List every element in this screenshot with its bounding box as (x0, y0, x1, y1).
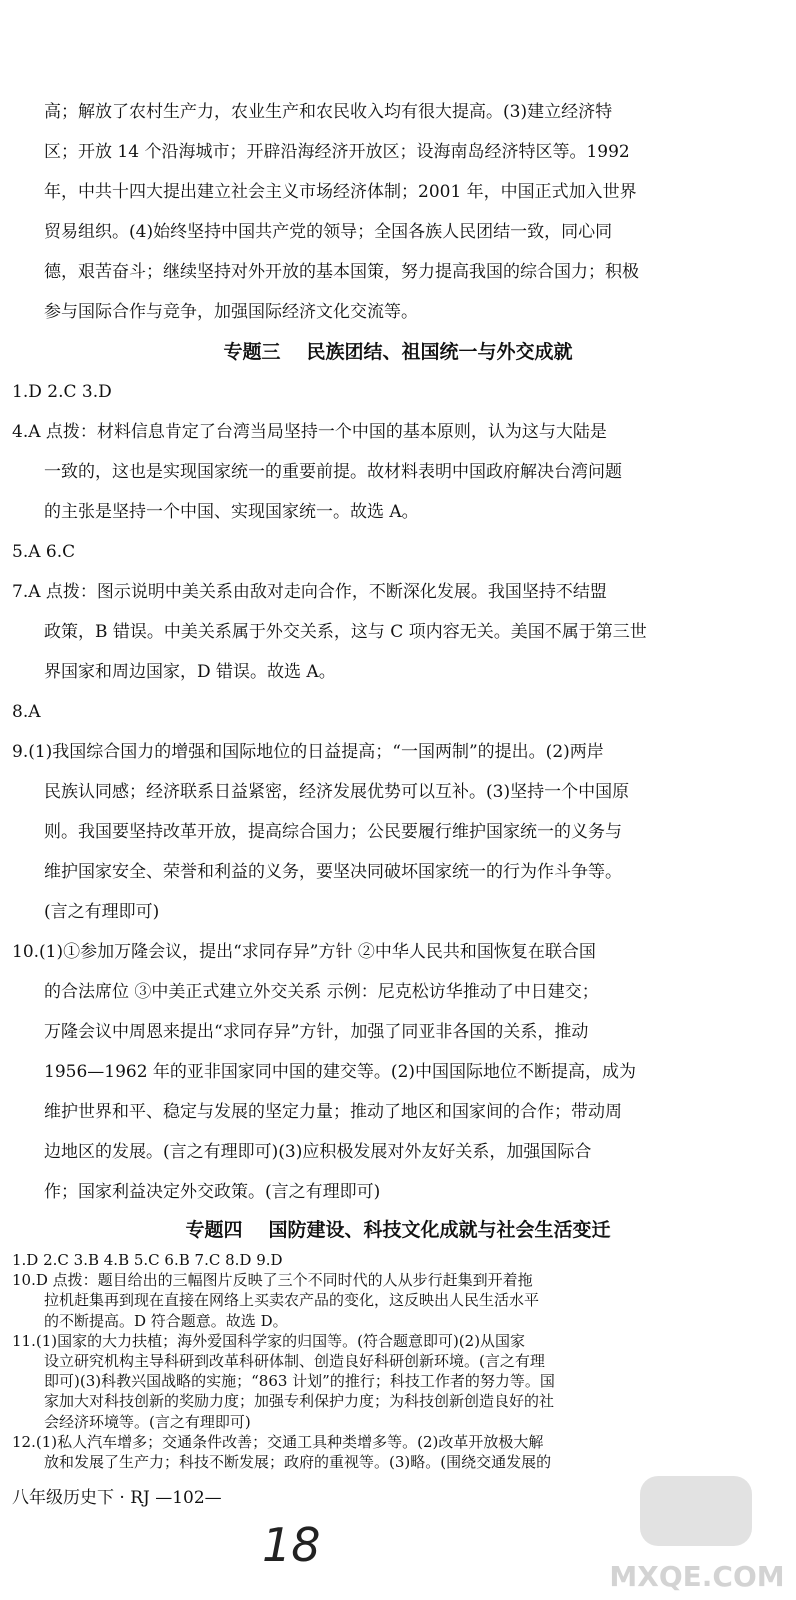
watermark-url: MXQE.COM (609, 1560, 785, 1593)
text-line: 参与国际合作与竞争，加强国际经济文化交流等。 (44, 302, 418, 322)
answer-line: 的主张是坚持一个中国、实现国家统一。故选 A。 (44, 502, 419, 522)
section-heading (0, 1210, 796, 1250)
answer-line: 设立研究机构主导科研到改革科研体制、创造良好科研创新环境。(言之有理 (44, 1352, 545, 1370)
answer-line: 一致的，这也是实现国家统一的重要前提。故材料表明中国政府解决台湾问题 (44, 462, 622, 482)
answer-line: 11.(1)国家的大力扶植；海外爱国科学家的归国等。(符合题意即可)(2)从国家 (12, 1331, 526, 1350)
section-title: 民族团结、祖国统一与外交成就 (306, 341, 573, 363)
section-heading (0, 332, 796, 372)
answer-line: 12.(1)私人汽车增多；交通条件改善；交通工具种类增多等。(2)改革开放极大解 (12, 1432, 544, 1451)
section-label: 专题四 (185, 1219, 243, 1241)
text-line: 高；解放了农村生产力，农业生产和农民收入均有很大提高。(3)建立经济特 (44, 102, 613, 122)
answer-line: 5.A 6.C (12, 542, 76, 562)
answer-line: 拉机赶集再到现在直接在网络上买卖农产品的变化，这反映出人民生活水平 (44, 1291, 540, 1310)
answer-line: 会经济环境等。(言之有理即可) (44, 1412, 251, 1431)
watermark-logo (604, 1470, 790, 1594)
answer-line: 维护国家安全、荣誉和利益的义务，要坚决同破坏国家统一的行为作斗争等。 (44, 862, 622, 882)
answer-line: 8.A (12, 702, 41, 722)
answer-line: 1.D 2.C 3.D (12, 382, 112, 402)
text-line: 年，中共十四大提出建立社会主义市场经济体制；2001 年，中国正式加入世界 (44, 182, 637, 202)
page-footer: 八年级历史下 · RJ —102— (12, 1488, 222, 1508)
answer-line: 1956—1962 年的亚非国家同中国的建交等。(2)中国国际地位不断提高，成为 (44, 1062, 637, 1082)
answer-line: 作；国家利益决定外交政策。(言之有理即可) (44, 1182, 381, 1202)
answer-line: 10.D 点拨：题目给出的三幅图片反映了三个不同时代的人从步行赶集到开着拖 (12, 1271, 533, 1290)
text-line: 区；开放 14 个沿海城市；开辟沿海经济开放区；设海南岛经济特区等。1992 (44, 142, 630, 162)
answer-line: 即可)(3)科教兴国战略的实施；“863 计划”的推行；科技工作者的努力等。国 (44, 1372, 555, 1391)
answer-line: 1.D 2.C 3.B 4.B 5.C 6.B 7.C 8.D 9.D (12, 1251, 283, 1269)
section-title: 国防建设、科技文化成就与社会生活变迁 (268, 1219, 611, 1241)
answer-line: 政策，B 错误。中美关系属于外交关系，这与 C 项内容无关。美国不属于第三世 (44, 622, 647, 642)
answer-line: 的不断提高。D 符合题意。故选 D。 (44, 1311, 288, 1330)
answer-line: 界国家和周边国家，D 错误。故选 A。 (44, 662, 336, 682)
answer-line: (言之有理即可) (44, 902, 160, 922)
answer-line: 民族认同感；经济联系日益紧密，经济发展优势可以互补。(3)坚持一个中国原 (44, 782, 630, 802)
watermark-graphic (604, 1470, 790, 1594)
answer-line: 4.A 点拨：材料信息肯定了台湾当局坚持一个中国的基本原则，认为这与大陆是 (12, 422, 607, 442)
answer-line: 万隆会议中周恩来提出“求同存异”方针，加强了同亚非各国的关系，推动 (44, 1022, 589, 1042)
handwritten-page-number: 18 (262, 1518, 321, 1572)
section-label: 专题三 (223, 341, 281, 363)
answer-line: 家加大对科技创新的奖励力度；加强专利保护力度；为科技创新创造良好的社 (44, 1392, 555, 1411)
text-line: 德，艰苦奋斗；继续坚持对外开放的基本国策，努力提高我国的综合国力；积极 (44, 262, 639, 282)
answer-line: 的合法席位 ③中美正式建立外交关系 示例：尼克松访华推动了中日建交； (44, 982, 599, 1002)
answer-line: 则。我国要坚持改革开放，提高综合国力；公民要履行维护国家统一的义务与 (44, 822, 622, 842)
answer-line: 边地区的发展。(言之有理即可)(3)应积极发展对外友好关系，加强国际合 (44, 1142, 592, 1162)
answer-line: 9.(1)我国综合国力的增强和国际地位的日益提高；“一国两制”的提出。(2)两岸 (12, 742, 604, 762)
answer-line: 放和发展了生产力；科技不断发展；政府的重视等。(3)略。(围绕交通发展的 (44, 1453, 552, 1471)
answer-line: 7.A 点拨：图示说明中美关系由敌对走向合作，不断深化发展。我国坚持不结盟 (12, 582, 607, 602)
text-line: 贸易组织。(4)始终坚持中国共产党的领导；全国各族人民团结一致，同心同 (44, 222, 613, 242)
answer-line: 10.(1)①参加万隆会议，提出“求同存异”方针 ②中华人民共和国恢复在联合国 (12, 942, 596, 962)
answer-line: 维护世界和平、稳定与发展的坚定力量；推动了地区和国家间的合作；带动周 (44, 1102, 622, 1122)
